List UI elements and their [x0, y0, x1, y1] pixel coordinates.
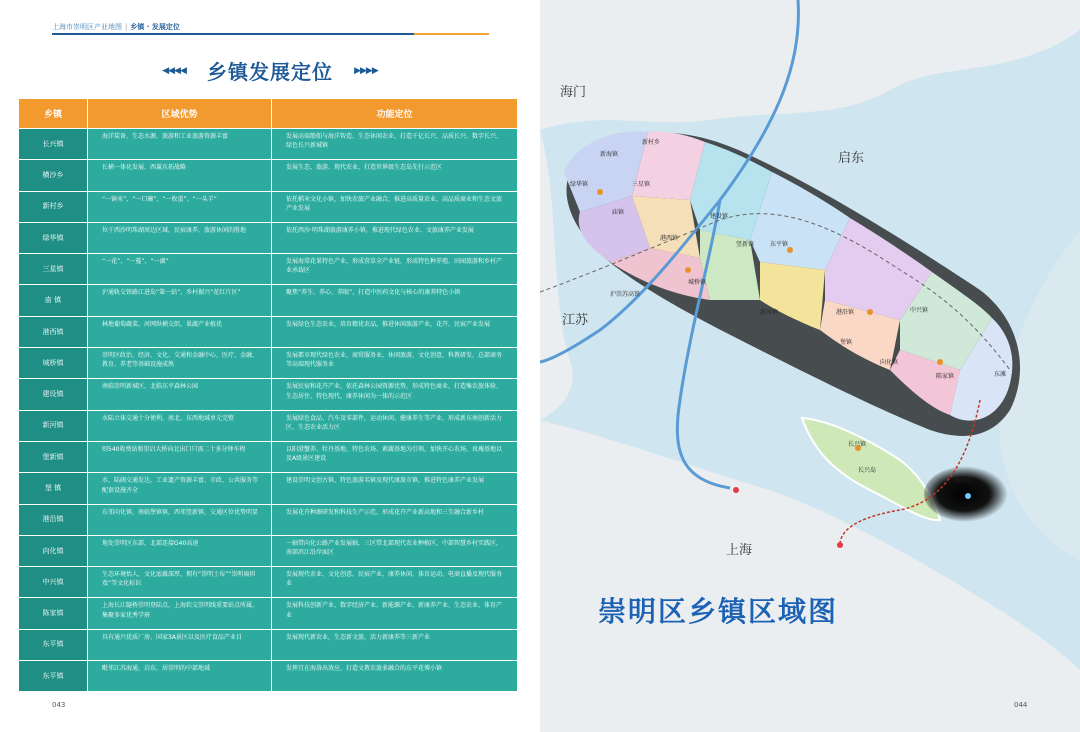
table-row: [19, 661, 518, 692]
town-cell: 绿华镇: [19, 222, 88, 253]
advantage-cell: 沪通轨交铁路江进岛“第一站”，乡村振兴“花红片区”: [88, 285, 272, 316]
table-body: [19, 129, 518, 692]
left-arrows-icon: ◀◀◀◀: [162, 65, 186, 76]
town-cell: 横沙乡: [19, 160, 88, 191]
advantage-cell: 水、陆阔交通发达，工业遗产资源丰富，市政、公共服务等配套设施齐全: [88, 473, 272, 504]
north-mainland: [540, 0, 1080, 130]
town-cell: 向化镇: [19, 535, 88, 566]
advantage-cell: 上海长江隧桥崇明登陆点，上海软交崇明线重要站点所属，集聚多家优秀学府: [88, 598, 272, 629]
table-row: [19, 504, 518, 535]
town-cell: 建设镇: [19, 379, 88, 410]
function-cell: 发展现代农业、文化创意、民宿产业、康养休闲、体育运动、电商直播及现代服务业: [272, 567, 518, 598]
function-cell: 发展绿色食品、汽车及零部件，运动休闲、健康养生等产业，形成新东南创新活力区、生态农业活力区: [272, 410, 518, 441]
region-label-qidong: 启东: [838, 151, 865, 166]
function-cell: 依托西沙·明珠湖旅游康养小镇，推进现代绿色农业、文旅康养产业发展: [272, 222, 518, 253]
table-row: [19, 441, 518, 472]
town-label: 三星镇: [632, 181, 651, 188]
column-header-advantage: 区域优势: [88, 99, 272, 129]
table-row: [19, 191, 518, 222]
function-cell: 发展生态、旅游、现代农业，打造世界级生态岛先行示范区: [272, 160, 518, 191]
table-row: [19, 535, 518, 566]
town-label: 横沙乡: [954, 477, 973, 484]
town-label: 城桥镇: [688, 279, 707, 286]
south-mainland: [540, 420, 1080, 732]
table-row: [19, 473, 518, 504]
advantage-cell: 具有通兴优质厂房、国家3A景区以及医疗食品产业目: [88, 629, 272, 660]
town-cell: 港西镇: [19, 316, 88, 347]
table-row: [19, 285, 518, 316]
table-row: [19, 379, 518, 410]
town-label: 港沿镇: [836, 309, 855, 316]
advantage-cell: 南临崇明新城区，北临东平森林公园: [88, 379, 272, 410]
page-number-right: 044: [1014, 701, 1028, 709]
advantage-cell: 林地葡萄蔬菜、河网纵横交织，果蔬产业植优: [88, 316, 272, 347]
advantage-cell: 崇明区政治、经济、文化、交通和金融中心，医疗、金融、教育、养老等基础设施成熟: [88, 348, 272, 379]
running-head: 上海市崇明区产业地图 | 乡镇 · 发展定位: [52, 23, 180, 31]
function-cell: 发展科技创新产业、数字经济产业、新能源产业、新康养产业、生态农业、体育产业: [272, 598, 518, 629]
town-cell: 庙 镇: [19, 285, 88, 316]
advantage-cell: “一镇米”、“一口碗”、“一枚蛋”、“一头羊”: [88, 191, 272, 222]
town-cell: 中兴镇: [19, 567, 88, 598]
function-cell: 发展高端船舶与海洋智造、生态休闲农业，打造千亿长兴、品质长兴、数字长兴、绿色长兴新城镇: [272, 129, 518, 160]
advantage-cell: 水陆立体交通十分便利，南北、东西地域单元完整: [88, 410, 272, 441]
town-label: 港西镇: [660, 235, 679, 242]
page-title: 乡镇发展定位: [207, 60, 333, 84]
town-label: 陈家镇: [936, 373, 955, 380]
function-cell: 依托稻米文化小镇，加快农旅产业融合，推进高质量农业，高品质商业和生态文旅产业发展: [272, 191, 518, 222]
function-cell: 以阳澄蟹养、牡丹基地、特色农场、素蔬基地为引领，加快开心农场、玫瑰基地以及A级景区建设: [272, 441, 518, 472]
advantage-cell: 海洋装备、生态水源、旅游和工业旅游资源丰富: [88, 129, 272, 160]
table-header-row: [19, 99, 518, 129]
advantage-cell: 东邻向化镇，南临堡镇镇，西邻竖新镇，交通区位优势明显: [88, 504, 272, 535]
map-label-railway: 沪崇苏高铁: [610, 291, 641, 298]
advantage-cell: 毗邻江苏海通，启东，居崇明的中部地域: [88, 661, 272, 692]
table-row: [19, 254, 518, 285]
town-cell: 长兴镇: [19, 129, 88, 160]
function-cell: 发展都市现代绿色农业，商贸服务业，休闲旅游，文化创意，科教研发，总部商务等高端现代服务业: [272, 348, 518, 379]
town-label: 中兴镇: [910, 307, 929, 314]
town-label: 长兴镇: [848, 441, 867, 448]
town-label: 向化镇: [880, 359, 899, 366]
town-cell: 新河镇: [19, 410, 88, 441]
town-cell: 陈家镇: [19, 598, 88, 629]
table-row: [19, 410, 518, 441]
function-cell: 发展绿色生态农业，培育精优农品，推进休闲旅游产业，花卉、民宿产业发展: [272, 316, 518, 347]
table-row: [19, 348, 518, 379]
town-label: 绿华镇: [570, 181, 589, 188]
column-header-function: 功能定位: [272, 99, 518, 129]
advantage-cell: 长横一体化发展、西翼东拓战略: [88, 160, 272, 191]
map-title: 崇明区乡镇区域图: [598, 595, 839, 628]
region-label-haimen: 海门: [560, 85, 587, 100]
column-header-town: 乡镇: [19, 99, 88, 129]
town-label: 新海镇: [600, 151, 619, 158]
section-title: 乡镇 · 发展定位: [130, 23, 180, 31]
town-label: 堡镇: [840, 339, 853, 346]
header-rule: [52, 33, 414, 35]
page-title-wrap: [0, 56, 540, 85]
region-label-shanghai: 上海: [726, 543, 753, 558]
page-number-left: 043: [52, 701, 66, 709]
town-label: 新河镇: [760, 309, 779, 316]
table-row: [19, 629, 518, 660]
function-cell: 建设崇明文创古镇，特色旅游名镇及现代康旅市镇，推进特色康养产业发展: [272, 473, 518, 504]
map-label-dongtan: 东滩: [994, 371, 1007, 378]
function-cell: 发展花卉种源研发和科技生产示范，形成花卉产业新高地和三生融合新乡村: [272, 504, 518, 535]
advantage-cell: 位于西沙明珠湖周边区域，民宿康养、旅游休闲的胜地: [88, 222, 272, 253]
town-cell: 堡新镇: [19, 441, 88, 472]
table-row: [19, 316, 518, 347]
town-cell: 港沿镇: [19, 504, 88, 535]
town-label: 竖新镇: [736, 241, 755, 248]
table-row: [19, 129, 518, 160]
function-cell: 聚焦“养生、养心、养眼”，打造中医药文化与核心的康养特色小镇: [272, 285, 518, 316]
function-cell: 发展海棠花果特色产业，形成营草全产业链，形成特色种养殖、田园旅游和乡村产业承载区: [272, 254, 518, 285]
town-cell: 东平镇: [19, 661, 88, 692]
town-cell: 三星镇: [19, 254, 88, 285]
advantage-cell: 则540收费站和崇启大桥向北出口只需二十多分钟车程: [88, 441, 272, 472]
table-row: [19, 567, 518, 598]
function-cell: 发展现代新农业，生态新文旅，活力新康养等三新产业: [272, 629, 518, 660]
function-cell: 发展民宿和花卉产业，依托森林公园资源优势，形成特色商业，打造集农旅体验、生态居住、特色现代、康养休闲为一体的示范区: [272, 379, 518, 410]
town-cell: 新村乡: [19, 191, 88, 222]
town-label: 建设镇: [710, 213, 729, 220]
function-cell: 发挥宜在海洛出效应，打造文教农旅多融合的东平花博小镇: [272, 661, 518, 692]
town-cell: 东平镇: [19, 629, 88, 660]
advantage-cell: 地处崇明区东部，北部连接G40高速: [88, 535, 272, 566]
town-label: 庙镇: [612, 209, 625, 216]
table-row: [19, 598, 518, 629]
hengsha-marker: [965, 493, 971, 499]
town-label: 东平镇: [770, 241, 789, 248]
book-title: 上海市崇明区产业地图: [52, 23, 122, 31]
advantage-cell: “一花”、“一蔓”、“一湖”: [88, 254, 272, 285]
header-rule-accent: [414, 33, 489, 35]
advantage-cell: 生态环境怡人，文化底蕴深厚，拥有“崇明土布”“崇明扁担戏”等文化标识: [88, 567, 272, 598]
right-arrows-icon: ▶▶▶▶: [354, 65, 378, 76]
right-page: [540, 0, 1080, 732]
town-label: 新村乡: [642, 139, 661, 146]
map-label-changxing-island: 长兴岛: [858, 467, 877, 474]
region-label-jiangsu: 江苏: [562, 313, 589, 328]
town-cell: 城桥镇: [19, 348, 88, 379]
table-row: [19, 160, 518, 191]
function-cell: 一轴带向化公路产业发展轴，三区带北部现代农业种植区，中部智慧乡村实践区，南部滨江沿岸面区: [272, 535, 518, 566]
town-cell: 堡 镇: [19, 473, 88, 504]
table-row: [19, 222, 518, 253]
town-positioning-table: [18, 98, 518, 692]
